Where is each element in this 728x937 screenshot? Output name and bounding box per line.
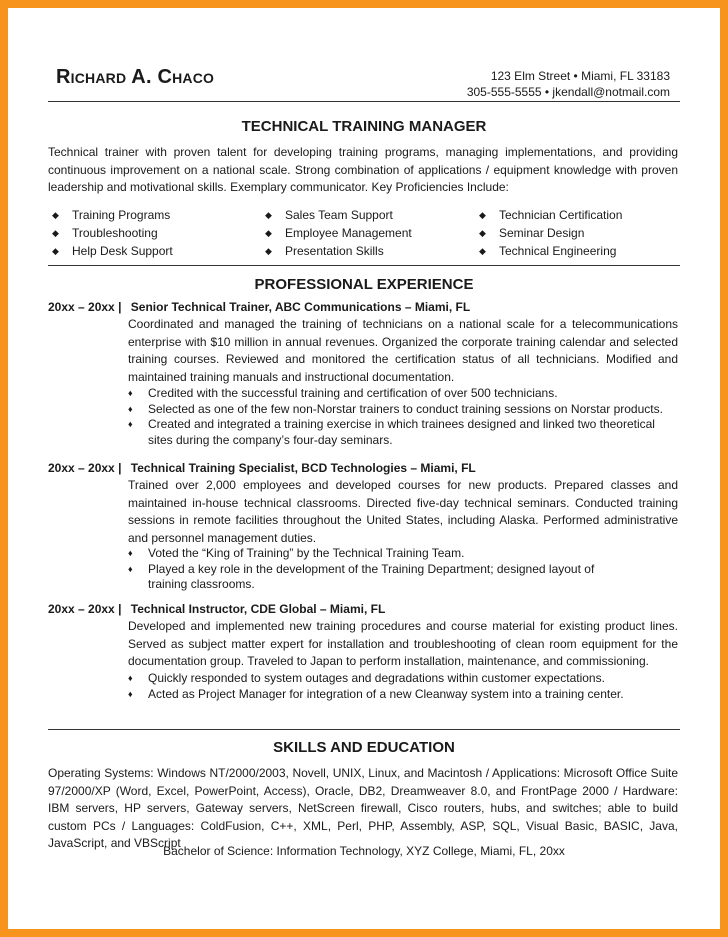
proficiency-item: ◆ Technical Engineering <box>475 242 622 260</box>
achievement-item: ♦ Acted as Project Manager for integration of a new Cleanway system into a training center. <box>128 687 688 703</box>
job-role: Technical Instructor, CDE Global – Miami, FL <box>130 602 386 616</box>
job-role: Technical Training Specialist, BCD Technologies – Miami, FL <box>130 461 476 475</box>
proficiency-item: ◆ Seminar Design <box>475 224 622 242</box>
experience-divider <box>48 265 680 266</box>
education-line: Bachelor of Science: Information Technology, XYZ College, Miami, FL, 20xx <box>163 844 565 858</box>
job-achievements <box>128 546 688 593</box>
skills-divider <box>48 729 680 730</box>
skills-heading: SKILLS AND EDUCATION <box>273 739 455 756</box>
achievement-item: ♦ Quickly responded to system outages and degradations within customer expectations. <box>128 671 688 687</box>
proficiency-item: ◆ Presentation Skills <box>261 242 412 260</box>
proficiencies-col-1 <box>48 206 173 260</box>
job-achievements <box>128 386 688 448</box>
proficiency-item: ◆ Employee Management <box>261 224 412 242</box>
job-title: TECHNICAL TRAINING MANAGER <box>241 118 487 135</box>
proficiencies-col-2 <box>261 206 412 260</box>
phone-email-line: 305-555-5555 • jkendall@notmail.com <box>466 85 670 99</box>
summary-paragraph: Technical trainer with proven talent for developing training programs, managing implementations, and providing continuous improvement on a national scale. Strong combination of applications / equipment knowledge with proven leadership and motivational skills. Exemplary communicator. Key Proficiencies Include: <box>48 145 678 194</box>
job-dates: 20xx – 20xx | <box>48 602 122 616</box>
proficiency-item: ◆ Training Programs <box>48 206 173 224</box>
job-dates: 20xx – 20xx | <box>48 461 122 475</box>
job-dates: 20xx – 20xx | <box>48 300 122 314</box>
resume-header <box>8 8 720 108</box>
skills-paragraph: Operating Systems: Windows NT/2000/2003, Novell, UNIX, Linux, and Macintosh / Applications: Microsoft Office Suite 97/2000/XP (Word, Excel, PowerPoint, Access), Oracle, DB2, Dreamweaver 8.0, and FrontPage 2000 / Hardware: IBM servers, HP servers, Gateway servers, NetScreen firewall, Cisco routers, hubs, and switches; able to build custom PCs / Languages: ColdFusion, C++, XML, Perl, PHP, Assembly, ASP, SQL, Visual Basic, BASIC, Java, JavaScript, and VBScript <box>48 766 678 850</box>
achievement-item: ♦ Voted the “King of Training” by the Technical Training Team. <box>128 546 688 562</box>
proficiencies-col-3 <box>475 206 622 260</box>
achievement-item: ♦ Played a key role in the development of the Training Department; designed layout of training classrooms. <box>128 562 688 593</box>
job-achievements <box>128 671 688 702</box>
candidate-name: Richard A. Chaco <box>56 66 215 88</box>
achievement-item: ♦ Credited with the successful training and certification of over 500 technicians. <box>128 386 688 402</box>
job-description: Trained over 2,000 employees and developed courses for new products. Prepared classes and maintained in-house technical classrooms. Directed five-day technical seminars. Conducted training sessions in remote facilities throughout the United States, including Alaska. Performed administrative and personnel management duties. <box>128 478 678 545</box>
proficiency-item: ◆ Sales Team Support <box>261 206 412 224</box>
resume-page <box>8 8 720 929</box>
achievement-item: ♦ Selected as one of the few non-Norstar trainers to conduct training sessions on Norstar products. <box>128 402 688 418</box>
proficiency-item: ◆ Troubleshooting <box>48 224 173 242</box>
job-description: Coordinated and managed the training of technicians on a national scale for a telecommunications enterprise with $10 million in annual revenues. Organized the corporate training calendar and selected training courses. Reviewed and monitored the certification status of all technicians. Modified and maintained training manuals and instructional documentation. <box>128 317 678 384</box>
job-heading <box>48 461 476 475</box>
address-line: 123 Elm Street • Miami, FL 33183 <box>490 69 670 83</box>
experience-heading: PROFESSIONAL EXPERIENCE <box>254 276 474 293</box>
job-role: Senior Technical Trainer, ABC Communications – Miami, FL <box>130 300 471 314</box>
header-divider <box>48 101 680 102</box>
proficiency-item: ◆ Technician Certification <box>475 206 622 224</box>
job-heading <box>48 602 385 616</box>
proficiency-item: ◆ Help Desk Support <box>48 242 173 260</box>
job-heading <box>48 300 470 314</box>
contact-block <box>467 68 670 100</box>
achievement-item: ♦ Created and integrated a training exercise in which trainees designed and linked two theoretical sites during the company’s four-day seminars. <box>128 417 688 448</box>
job-description: Developed and implemented new training procedures and course material for existing product lines. Served as subject matter expert for installation and troubleshooting of clean room equipment for the documentation group. Traveled to Japan to perform installation, maintenance, and commissioning. <box>128 619 678 668</box>
